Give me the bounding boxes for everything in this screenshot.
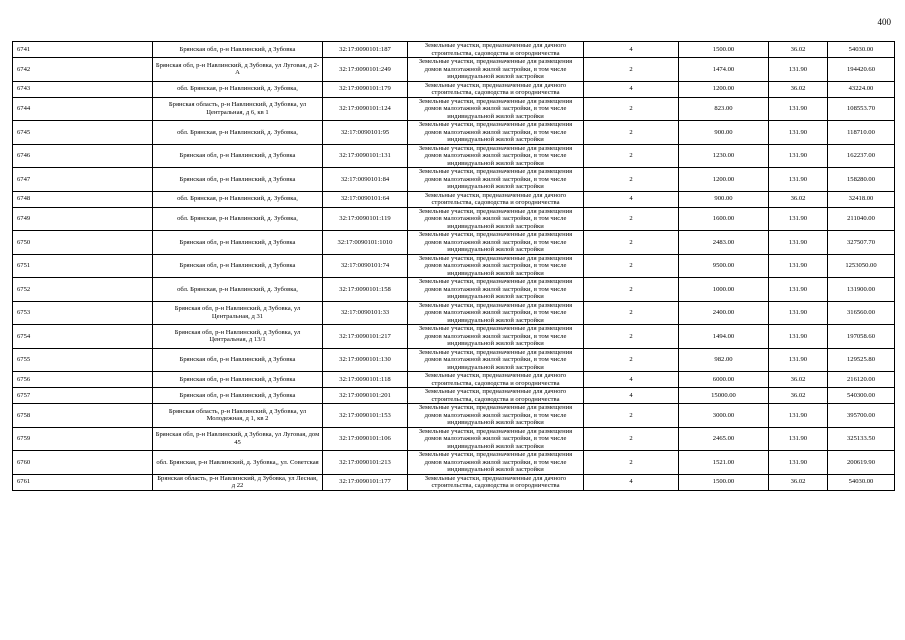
- area-cell: 1200.00: [679, 168, 769, 192]
- land-use-cell: Земельные участки, предназначенные для размещения домов малоэтажной жилой застройки, в том числе индивидуальной жилой застройки: [408, 404, 584, 428]
- group-cell: 4: [584, 388, 679, 404]
- group-cell: 2: [584, 207, 679, 231]
- table-row: [13, 325, 895, 349]
- cadastral-number-cell: 32:17:0090101:217: [323, 325, 408, 349]
- area-cell: 1500.00: [679, 474, 769, 490]
- table-row: [13, 58, 895, 82]
- cadastral-value-cell: 194420.60: [828, 58, 895, 82]
- area-cell: 1600.00: [679, 207, 769, 231]
- row-number: 6757: [13, 388, 153, 404]
- address-cell: Брянская обл, р-н Навлинский, д Зубовка: [153, 231, 323, 255]
- area-cell: 6000.00: [679, 372, 769, 388]
- cadastral-number-cell: 32:17:0090101:64: [323, 191, 408, 207]
- cadastral-number-cell: 32:17:0090101:153: [323, 404, 408, 428]
- land-use-cell: Земельные участки, предназначенные для размещения домов малоэтажной жилой застройки, в том числе индивидуальной жилой застройки: [408, 254, 584, 278]
- table-row: [13, 144, 895, 168]
- rate-cell: 131.90: [769, 254, 828, 278]
- address-cell: обл. Брянская, р-н Навлинский, д. Зубовка,: [153, 81, 323, 97]
- row-number: 6752: [13, 278, 153, 302]
- rate-cell: 36.02: [769, 42, 828, 58]
- rate-cell: 131.90: [769, 451, 828, 475]
- group-cell: 2: [584, 168, 679, 192]
- rate-cell: 131.90: [769, 97, 828, 121]
- area-cell: 2483.00: [679, 231, 769, 255]
- page-number: 400: [877, 17, 891, 27]
- rate-cell: 131.90: [769, 427, 828, 451]
- area-cell: 2400.00: [679, 301, 769, 325]
- group-cell: 4: [584, 42, 679, 58]
- land-use-cell: Земельные участки, предназначенные для дачного строительства, садоводства и огородничества: [408, 191, 584, 207]
- land-use-cell: Земельные участки, предназначенные для размещения домов малоэтажной жилой застройки, в том числе индивидуальной жилой застройки: [408, 427, 584, 451]
- cadastral-number-cell: 32:17:0090101:158: [323, 278, 408, 302]
- land-use-cell: Земельные участки, предназначенные для размещения домов малоэтажной жилой застройки, в том числе индивидуальной жилой застройки: [408, 58, 584, 82]
- address-cell: Брянская область, р-н Навлинский, д Зубовка, ул Лесная, д 22: [153, 474, 323, 490]
- area-cell: 982.00: [679, 348, 769, 372]
- land-use-cell: Земельные участки, предназначенные для дачного строительства, садоводства и огородничества: [408, 388, 584, 404]
- table-row: [13, 451, 895, 475]
- rate-cell: 131.90: [769, 58, 828, 82]
- address-cell: обл. Брянская, р-н Навлинский, д. Зубовка,: [153, 207, 323, 231]
- land-use-cell: Земельные участки, предназначенные для дачного строительства, садоводства и огородничества: [408, 81, 584, 97]
- cadastral-number-cell: 32:17:0090101:179: [323, 81, 408, 97]
- address-cell: Брянская обл, р-н Навлинский, д Зубовка: [153, 144, 323, 168]
- rate-cell: 131.90: [769, 325, 828, 349]
- area-cell: 2465.00: [679, 427, 769, 451]
- rate-cell: 36.02: [769, 81, 828, 97]
- row-number: 6758: [13, 404, 153, 428]
- group-cell: 4: [584, 474, 679, 490]
- rate-cell: 131.90: [769, 301, 828, 325]
- group-cell: 2: [584, 121, 679, 145]
- area-cell: 1230.00: [679, 144, 769, 168]
- row-number: 6761: [13, 474, 153, 490]
- cadastral-value-cell: 395700.00: [828, 404, 895, 428]
- row-number: 6755: [13, 348, 153, 372]
- cadastral-value-cell: 200619.90: [828, 451, 895, 475]
- cadastral-value-cell: 158280.00: [828, 168, 895, 192]
- cadastral-value-cell: 131900.00: [828, 278, 895, 302]
- table-row: [13, 191, 895, 207]
- rate-cell: 36.02: [769, 474, 828, 490]
- rate-cell: 36.02: [769, 388, 828, 404]
- cadastral-value-cell: 325133.50: [828, 427, 895, 451]
- row-number: 6744: [13, 97, 153, 121]
- address-cell: обл. Брянская, р-н Навлинский, д. Зубовка,, ул. Советская: [153, 451, 323, 475]
- cadastral-number-cell: 32:17:0090101:130: [323, 348, 408, 372]
- cadastral-value-cell: 162237.00: [828, 144, 895, 168]
- row-number: 6754: [13, 325, 153, 349]
- group-cell: 2: [584, 231, 679, 255]
- table-row: [13, 231, 895, 255]
- row-number: 6751: [13, 254, 153, 278]
- cadastral-number-cell: 32:17:0090101:187: [323, 42, 408, 58]
- area-cell: 1200.00: [679, 81, 769, 97]
- row-number: 6756: [13, 372, 153, 388]
- rate-cell: 131.90: [769, 144, 828, 168]
- area-cell: 9500.00: [679, 254, 769, 278]
- address-cell: Брянская обл, р-н Навлинский, д Зубовка: [153, 254, 323, 278]
- area-cell: 900.00: [679, 191, 769, 207]
- address-cell: Брянская обл, р-н Навлинский, д Зубовка, ул Центральная, д 31: [153, 301, 323, 325]
- cadastral-number-cell: 32:17:0090101:33: [323, 301, 408, 325]
- area-cell: 900.00: [679, 121, 769, 145]
- group-cell: 2: [584, 278, 679, 302]
- address-cell: Брянская обл, р-н Навлинский, д Зубовка: [153, 168, 323, 192]
- group-cell: 4: [584, 81, 679, 97]
- cadastral-number-cell: 32:17:0090101:124: [323, 97, 408, 121]
- table-row: [13, 348, 895, 372]
- land-use-cell: Земельные участки, предназначенные для размещения домов малоэтажной жилой застройки, в том числе индивидуальной жилой застройки: [408, 121, 584, 145]
- area-cell: 15000.00: [679, 388, 769, 404]
- table-row: [13, 42, 895, 58]
- row-number: 6760: [13, 451, 153, 475]
- cadastral-value-cell: 327507.70: [828, 231, 895, 255]
- cadastral-number-cell: 32:17:0090101:1010: [323, 231, 408, 255]
- land-use-cell: Земельные участки, предназначенные для размещения домов малоэтажной жилой застройки, в том числе индивидуальной жилой застройки: [408, 451, 584, 475]
- table-row: [13, 168, 895, 192]
- cadastral-number-cell: 32:17:0090101:74: [323, 254, 408, 278]
- cadastral-value-cell: 43224.00: [828, 81, 895, 97]
- cadastral-value-cell: 540300.00: [828, 388, 895, 404]
- address-cell: Брянская область, р-н Навлинский, д Зубовка, ул Центральная, д 6, кв 1: [153, 97, 323, 121]
- cadastral-value-cell: 211040.00: [828, 207, 895, 231]
- group-cell: 2: [584, 325, 679, 349]
- cadastral-table: [12, 41, 895, 491]
- row-number: 6750: [13, 231, 153, 255]
- cadastral-number-cell: 32:17:0090101:131: [323, 144, 408, 168]
- cadastral-value-cell: 54030.00: [828, 42, 895, 58]
- group-cell: 2: [584, 427, 679, 451]
- rate-cell: 131.90: [769, 278, 828, 302]
- table-row: [13, 372, 895, 388]
- cadastral-value-cell: 197058.60: [828, 325, 895, 349]
- row-number: 6741: [13, 42, 153, 58]
- address-cell: Брянская обл, р-н Навлинский, д Зубовка: [153, 348, 323, 372]
- land-use-cell: Земельные участки, предназначенные для размещения домов малоэтажной жилой застройки, в том числе индивидуальной жилой застройки: [408, 144, 584, 168]
- cadastral-number-cell: 32:17:0090101:249: [323, 58, 408, 82]
- cadastral-number-cell: 32:17:0090101:177: [323, 474, 408, 490]
- table-row: [13, 388, 895, 404]
- land-use-cell: Земельные участки, предназначенные для размещения домов малоэтажной жилой застройки, в том числе индивидуальной жилой застройки: [408, 325, 584, 349]
- table-row: [13, 427, 895, 451]
- cadastral-value-cell: 129525.80: [828, 348, 895, 372]
- row-number: 6753: [13, 301, 153, 325]
- row-number: 6749: [13, 207, 153, 231]
- table-row: [13, 254, 895, 278]
- group-cell: 2: [584, 254, 679, 278]
- row-number: 6747: [13, 168, 153, 192]
- group-cell: 2: [584, 451, 679, 475]
- address-cell: Брянская обл, р-н Навлинский, д Зубовка, ул Луговая, д 2-А: [153, 58, 323, 82]
- group-cell: 2: [584, 97, 679, 121]
- group-cell: 2: [584, 404, 679, 428]
- address-cell: Брянская обл, р-н Навлинский, д Зубовка, ул Центральная, д 13/1: [153, 325, 323, 349]
- table-row: [13, 474, 895, 490]
- land-use-cell: Земельные участки, предназначенные для размещения домов малоэтажной жилой застройки, в том числе индивидуальной жилой застройки: [408, 231, 584, 255]
- cadastral-number-cell: 32:17:0090101:106: [323, 427, 408, 451]
- rate-cell: 131.90: [769, 207, 828, 231]
- area-cell: 823.00: [679, 97, 769, 121]
- address-cell: Брянская обл, р-н Навлинский, д Зубовка: [153, 388, 323, 404]
- rate-cell: 131.90: [769, 231, 828, 255]
- area-cell: 3000.00: [679, 404, 769, 428]
- group-cell: 2: [584, 348, 679, 372]
- land-use-cell: Земельные участки, предназначенные для размещения домов малоэтажной жилой застройки, в том числе индивидуальной жилой застройки: [408, 97, 584, 121]
- address-cell: обл. Брянская, р-н Навлинский, д. Зубовка,: [153, 121, 323, 145]
- row-number: 6746: [13, 144, 153, 168]
- cadastral-number-cell: 32:17:0090101:213: [323, 451, 408, 475]
- area-cell: 1494.00: [679, 325, 769, 349]
- area-cell: 1521.00: [679, 451, 769, 475]
- rate-cell: 131.90: [769, 348, 828, 372]
- cadastral-value-cell: 118710.00: [828, 121, 895, 145]
- row-number: 6759: [13, 427, 153, 451]
- land-use-cell: Земельные участки, предназначенные для размещения домов малоэтажной жилой застройки, в том числе индивидуальной жилой застройки: [408, 348, 584, 372]
- cadastral-value-cell: 32418.00: [828, 191, 895, 207]
- table-row: [13, 81, 895, 97]
- table-row: [13, 404, 895, 428]
- cadastral-number-cell: 32:17:0090101:119: [323, 207, 408, 231]
- row-number: 6742: [13, 58, 153, 82]
- table-row: [13, 207, 895, 231]
- rate-cell: 36.02: [769, 372, 828, 388]
- cadastral-value-cell: 216120.00: [828, 372, 895, 388]
- area-cell: 1474.00: [679, 58, 769, 82]
- land-use-cell: Земельные участки, предназначенные для дачного строительства, садоводства и огородничества: [408, 372, 584, 388]
- group-cell: 2: [584, 301, 679, 325]
- row-number: 6745: [13, 121, 153, 145]
- group-cell: 2: [584, 144, 679, 168]
- group-cell: 4: [584, 372, 679, 388]
- cadastral-number-cell: 32:17:0090101:201: [323, 388, 408, 404]
- address-cell: Брянская обл, р-н Навлинский, д Зубовка, ул Луговая, дом 45: [153, 427, 323, 451]
- land-use-cell: Земельные участки, предназначенные для дачного строительства, садоводства и огородничества: [408, 42, 584, 58]
- rate-cell: 131.90: [769, 121, 828, 145]
- rate-cell: 36.02: [769, 191, 828, 207]
- cadastral-number-cell: 32:17:0090101:84: [323, 168, 408, 192]
- address-cell: обл. Брянская, р-н Навлинский, д. Зубовка,: [153, 191, 323, 207]
- table-row: [13, 121, 895, 145]
- group-cell: 4: [584, 191, 679, 207]
- table-row: [13, 278, 895, 302]
- cadastral-value-cell: 108553.70: [828, 97, 895, 121]
- row-number: 6743: [13, 81, 153, 97]
- table-row: [13, 97, 895, 121]
- address-cell: Брянская область, р-н Навлинский, д Зубовка, ул Молодежная, д 1, кв 2: [153, 404, 323, 428]
- cadastral-number-cell: 32:17:0090101:118: [323, 372, 408, 388]
- address-cell: Брянская обл, р-н Навлинский, д Зубовка: [153, 42, 323, 58]
- table-row: [13, 301, 895, 325]
- land-use-cell: Земельные участки, предназначенные для размещения домов малоэтажной жилой застройки, в том числе индивидуальной жилой застройки: [408, 301, 584, 325]
- cadastral-value-cell: 316560.00: [828, 301, 895, 325]
- row-number: 6748: [13, 191, 153, 207]
- address-cell: обл. Брянская, р-н Навлинский, д. Зубовка,: [153, 278, 323, 302]
- land-use-cell: Земельные участки, предназначенные для размещения домов малоэтажной жилой застройки, в том числе индивидуальной жилой застройки: [408, 278, 584, 302]
- cadastral-number-cell: 32:17:0090101:95: [323, 121, 408, 145]
- area-cell: 1000.00: [679, 278, 769, 302]
- cadastral-value-cell: 54030.00: [828, 474, 895, 490]
- land-use-cell: Земельные участки, предназначенные для размещения домов малоэтажной жилой застройки, в том числе индивидуальной жилой застройки: [408, 168, 584, 192]
- cadastral-value-cell: 1253050.00: [828, 254, 895, 278]
- land-use-cell: Земельные участки, предназначенные для дачного строительства, садоводства и огородничества: [408, 474, 584, 490]
- group-cell: 2: [584, 58, 679, 82]
- area-cell: 1500.00: [679, 42, 769, 58]
- rate-cell: 131.90: [769, 168, 828, 192]
- address-cell: Брянская обл, р-н Навлинский, д Зубовка: [153, 372, 323, 388]
- rate-cell: 131.90: [769, 404, 828, 428]
- land-use-cell: Земельные участки, предназначенные для размещения домов малоэтажной жилой застройки, в том числе индивидуальной жилой застройки: [408, 207, 584, 231]
